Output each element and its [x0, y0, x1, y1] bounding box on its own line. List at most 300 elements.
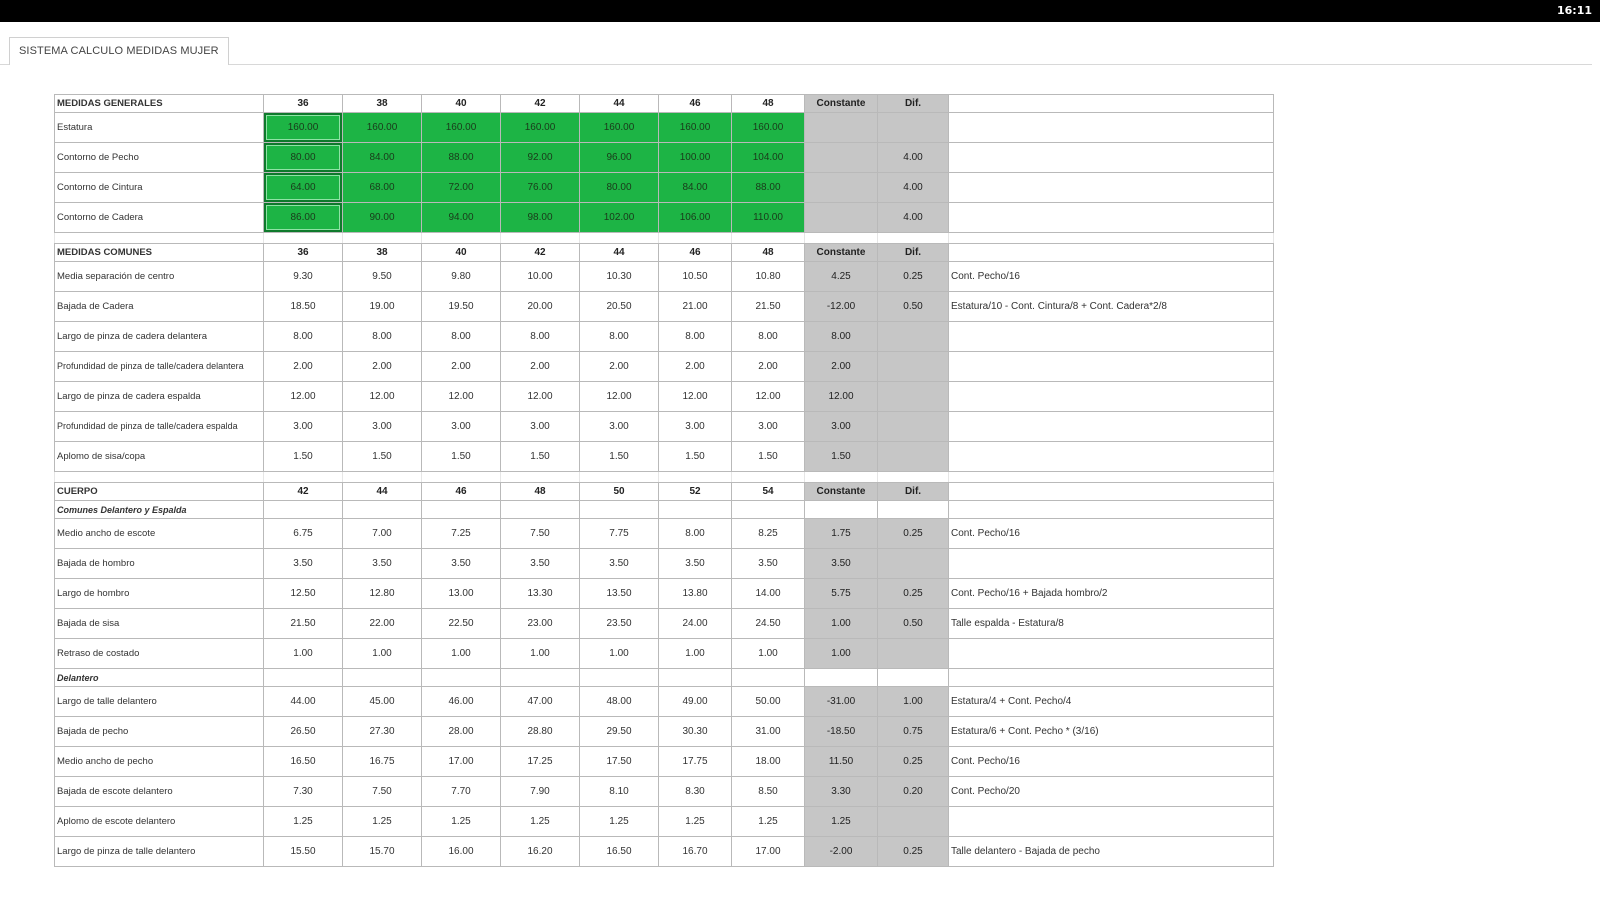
size-header[interactable]: 42 [501, 244, 580, 262]
value-cell[interactable]: 160.00 [580, 113, 659, 143]
constante-cell[interactable] [805, 203, 878, 233]
value-cell[interactable]: 104.00 [732, 143, 805, 173]
constante-cell[interactable]: 3.50 [805, 549, 878, 579]
value-cell[interactable]: 3.00 [580, 412, 659, 442]
size-header[interactable]: 36 [264, 244, 343, 262]
constante-cell[interactable]: 1.00 [805, 639, 878, 669]
value-cell[interactable]: 13.00 [422, 579, 501, 609]
size-header[interactable]: 44 [343, 483, 422, 501]
value-cell[interactable]: 100.00 [659, 143, 732, 173]
value-cell[interactable]: 1.00 [659, 639, 732, 669]
value-cell[interactable]: 16.50 [580, 837, 659, 867]
constante-header[interactable]: Constante [805, 244, 878, 262]
empty-cell[interactable] [949, 244, 1274, 262]
value-cell[interactable]: 12.50 [264, 579, 343, 609]
value-cell[interactable]: 28.80 [501, 717, 580, 747]
value-cell[interactable]: 64.00 [264, 173, 343, 203]
formula-note[interactable] [949, 639, 1274, 669]
value-cell[interactable]: 21.00 [659, 292, 732, 322]
formula-note[interactable]: Cont. Pecho/16 [949, 747, 1274, 777]
value-cell[interactable]: 7.70 [422, 777, 501, 807]
value-cell[interactable]: 1.00 [422, 639, 501, 669]
value-cell[interactable]: 8.00 [580, 322, 659, 352]
empty-cell[interactable] [732, 472, 805, 483]
empty-cell[interactable] [580, 472, 659, 483]
size-header[interactable]: 38 [343, 244, 422, 262]
empty-cell[interactable] [580, 233, 659, 244]
value-cell[interactable]: 27.30 [343, 717, 422, 747]
value-cell[interactable]: 3.00 [264, 412, 343, 442]
value-cell[interactable]: 2.00 [343, 352, 422, 382]
value-cell[interactable]: 6.75 [264, 519, 343, 549]
dif-header[interactable]: Dif. [878, 483, 949, 501]
dif-cell[interactable] [878, 549, 949, 579]
value-cell[interactable]: 22.50 [422, 609, 501, 639]
row-label[interactable]: Medio ancho de pecho [55, 747, 264, 777]
formula-note[interactable]: Talle espalda - Estatura/8 [949, 609, 1274, 639]
value-cell[interactable]: 88.00 [422, 143, 501, 173]
size-header[interactable]: 52 [659, 483, 732, 501]
value-cell[interactable]: 19.00 [343, 292, 422, 322]
value-cell[interactable]: 2.00 [501, 352, 580, 382]
value-cell[interactable]: 23.50 [580, 609, 659, 639]
value-cell[interactable]: 12.00 [422, 382, 501, 412]
dif-header[interactable]: Dif. [878, 95, 949, 113]
dif-header[interactable]: Dif. [878, 244, 949, 262]
formula-note[interactable] [949, 143, 1274, 173]
empty-cell[interactable] [805, 669, 878, 687]
value-cell[interactable]: 1.50 [343, 442, 422, 472]
size-header[interactable]: 44 [580, 95, 659, 113]
row-label[interactable]: Profundidad de pinza de talle/cadera espalda [55, 412, 264, 442]
empty-cell[interactable] [659, 233, 732, 244]
value-cell[interactable]: 31.00 [732, 717, 805, 747]
value-cell[interactable]: 2.00 [732, 352, 805, 382]
value-cell[interactable]: 17.00 [422, 747, 501, 777]
value-cell[interactable]: 12.00 [264, 382, 343, 412]
empty-cell[interactable] [732, 669, 805, 687]
value-cell[interactable]: 18.50 [264, 292, 343, 322]
value-cell[interactable]: 45.00 [343, 687, 422, 717]
value-cell[interactable]: 8.00 [343, 322, 422, 352]
empty-cell[interactable] [343, 669, 422, 687]
value-cell[interactable]: 68.00 [343, 173, 422, 203]
formula-note[interactable] [949, 807, 1274, 837]
value-cell[interactable]: 1.50 [659, 442, 732, 472]
value-cell[interactable]: 3.50 [732, 549, 805, 579]
constante-cell[interactable]: 5.75 [805, 579, 878, 609]
value-cell[interactable]: 21.50 [264, 609, 343, 639]
sheet-tab[interactable]: SISTEMA CALCULO MEDIDAS MUJER [9, 37, 229, 65]
dif-cell[interactable] [878, 442, 949, 472]
value-cell[interactable]: 23.00 [501, 609, 580, 639]
value-cell[interactable]: 7.50 [343, 777, 422, 807]
dif-cell[interactable]: 0.25 [878, 262, 949, 292]
row-label[interactable]: Media separación de centro [55, 262, 264, 292]
value-cell[interactable]: 92.00 [501, 143, 580, 173]
constante-cell[interactable] [805, 113, 878, 143]
formula-note[interactable] [949, 442, 1274, 472]
formula-note[interactable]: Estatura/10 - Cont. Cintura/8 + Cont. Cadera*2/8 [949, 292, 1274, 322]
size-header[interactable]: 48 [732, 244, 805, 262]
constante-cell[interactable]: 1.25 [805, 807, 878, 837]
dif-cell[interactable]: 4.00 [878, 173, 949, 203]
empty-cell[interactable] [501, 233, 580, 244]
empty-cell[interactable] [55, 233, 264, 244]
size-header[interactable]: 40 [422, 244, 501, 262]
constante-cell[interactable]: -18.50 [805, 717, 878, 747]
dif-cell[interactable]: 0.25 [878, 579, 949, 609]
value-cell[interactable]: 160.00 [343, 113, 422, 143]
dif-cell[interactable]: 0.25 [878, 519, 949, 549]
constante-header[interactable]: Constante [805, 95, 878, 113]
formula-note[interactable] [949, 203, 1274, 233]
value-cell[interactable]: 3.50 [501, 549, 580, 579]
spreadsheet-grid[interactable] [54, 94, 1294, 900]
formula-note[interactable] [949, 549, 1274, 579]
value-cell[interactable]: 13.30 [501, 579, 580, 609]
value-cell[interactable]: 10.00 [501, 262, 580, 292]
value-cell[interactable]: 3.50 [264, 549, 343, 579]
value-cell[interactable]: 80.00 [264, 143, 343, 173]
value-cell[interactable]: 29.50 [580, 717, 659, 747]
value-cell[interactable]: 50.00 [732, 687, 805, 717]
value-cell[interactable]: 7.90 [501, 777, 580, 807]
value-cell[interactable]: 1.00 [732, 639, 805, 669]
formula-note[interactable]: Estatura/6 + Cont. Pecho * (3/16) [949, 717, 1274, 747]
value-cell[interactable]: 3.00 [422, 412, 501, 442]
size-header[interactable]: 42 [501, 95, 580, 113]
empty-cell[interactable] [805, 472, 878, 483]
value-cell[interactable]: 1.25 [264, 807, 343, 837]
value-cell[interactable]: 1.50 [422, 442, 501, 472]
empty-cell[interactable] [422, 233, 501, 244]
row-label[interactable]: Largo de pinza de cadera espalda [55, 382, 264, 412]
empty-cell[interactable] [264, 501, 343, 519]
dif-cell[interactable]: 1.00 [878, 687, 949, 717]
group-title[interactable]: Delantero [55, 669, 264, 687]
value-cell[interactable]: 14.00 [732, 579, 805, 609]
constante-cell[interactable]: 1.00 [805, 609, 878, 639]
formula-note[interactable] [949, 382, 1274, 412]
value-cell[interactable]: 86.00 [264, 203, 343, 233]
value-cell[interactable]: 12.00 [659, 382, 732, 412]
constante-cell[interactable]: 2.00 [805, 352, 878, 382]
size-header[interactable]: 46 [659, 244, 732, 262]
constante-cell[interactable]: 3.30 [805, 777, 878, 807]
dif-cell[interactable] [878, 412, 949, 442]
empty-cell[interactable] [878, 501, 949, 519]
section-title[interactable]: MEDIDAS GENERALES [55, 95, 264, 113]
value-cell[interactable]: 44.00 [264, 687, 343, 717]
dif-cell[interactable]: 0.75 [878, 717, 949, 747]
value-cell[interactable]: 76.00 [501, 173, 580, 203]
formula-note[interactable] [949, 352, 1274, 382]
formula-note[interactable]: Cont. Pecho/20 [949, 777, 1274, 807]
value-cell[interactable]: 20.00 [501, 292, 580, 322]
value-cell[interactable]: 3.50 [659, 549, 732, 579]
value-cell[interactable]: 110.00 [732, 203, 805, 233]
empty-cell[interactable] [343, 472, 422, 483]
value-cell[interactable]: 18.00 [732, 747, 805, 777]
empty-cell[interactable] [580, 501, 659, 519]
row-label[interactable]: Bajada de hombro [55, 549, 264, 579]
value-cell[interactable]: 106.00 [659, 203, 732, 233]
value-cell[interactable]: 160.00 [422, 113, 501, 143]
size-header[interactable]: 48 [501, 483, 580, 501]
formula-note[interactable]: Cont. Pecho/16 [949, 262, 1274, 292]
value-cell[interactable]: 9.30 [264, 262, 343, 292]
value-cell[interactable]: 10.50 [659, 262, 732, 292]
constante-cell[interactable]: 1.50 [805, 442, 878, 472]
empty-cell[interactable] [422, 669, 501, 687]
size-header[interactable]: 46 [659, 95, 732, 113]
row-label[interactable]: Estatura [55, 113, 264, 143]
empty-cell[interactable] [949, 95, 1274, 113]
constante-cell[interactable]: 1.75 [805, 519, 878, 549]
value-cell[interactable]: 3.00 [732, 412, 805, 442]
value-cell[interactable]: 72.00 [422, 173, 501, 203]
empty-cell[interactable] [805, 501, 878, 519]
empty-cell[interactable] [878, 233, 949, 244]
value-cell[interactable]: 94.00 [422, 203, 501, 233]
empty-cell[interactable] [732, 501, 805, 519]
value-cell[interactable]: 28.00 [422, 717, 501, 747]
constante-cell[interactable]: 12.00 [805, 382, 878, 412]
value-cell[interactable]: 1.50 [501, 442, 580, 472]
empty-cell[interactable] [659, 669, 732, 687]
empty-cell[interactable] [55, 472, 264, 483]
dif-cell[interactable] [878, 113, 949, 143]
formula-note[interactable]: Talle delantero - Bajada de pecho [949, 837, 1274, 867]
size-header[interactable]: 36 [264, 95, 343, 113]
value-cell[interactable]: 96.00 [580, 143, 659, 173]
value-cell[interactable]: 1.00 [264, 639, 343, 669]
empty-cell[interactable] [805, 233, 878, 244]
value-cell[interactable]: 10.30 [580, 262, 659, 292]
size-header[interactable]: 42 [264, 483, 343, 501]
value-cell[interactable]: 16.00 [422, 837, 501, 867]
value-cell[interactable]: 8.00 [732, 322, 805, 352]
value-cell[interactable]: 12.00 [732, 382, 805, 412]
dif-cell[interactable]: 0.25 [878, 747, 949, 777]
dif-cell[interactable] [878, 807, 949, 837]
empty-cell[interactable] [878, 669, 949, 687]
empty-cell[interactable] [264, 669, 343, 687]
empty-cell[interactable] [264, 472, 343, 483]
value-cell[interactable]: 15.50 [264, 837, 343, 867]
size-header[interactable]: 44 [580, 244, 659, 262]
value-cell[interactable]: 10.80 [732, 262, 805, 292]
value-cell[interactable]: 1.25 [580, 807, 659, 837]
dif-cell[interactable]: 0.50 [878, 609, 949, 639]
dif-cell[interactable]: 4.00 [878, 203, 949, 233]
value-cell[interactable]: 13.80 [659, 579, 732, 609]
value-cell[interactable]: 1.25 [659, 807, 732, 837]
value-cell[interactable]: 1.50 [264, 442, 343, 472]
constante-cell[interactable] [805, 173, 878, 203]
value-cell[interactable]: 12.80 [343, 579, 422, 609]
value-cell[interactable]: 19.50 [422, 292, 501, 322]
value-cell[interactable]: 80.00 [580, 173, 659, 203]
value-cell[interactable]: 24.00 [659, 609, 732, 639]
value-cell[interactable]: 24.50 [732, 609, 805, 639]
size-header[interactable]: 50 [580, 483, 659, 501]
value-cell[interactable]: 3.00 [343, 412, 422, 442]
empty-cell[interactable] [343, 501, 422, 519]
value-cell[interactable]: 8.00 [264, 322, 343, 352]
value-cell[interactable]: 1.50 [732, 442, 805, 472]
value-cell[interactable]: 160.00 [732, 113, 805, 143]
row-label[interactable]: Largo de hombro [55, 579, 264, 609]
row-label[interactable]: Contorno de Cintura [55, 173, 264, 203]
dif-cell[interactable]: 4.00 [878, 143, 949, 173]
value-cell[interactable]: 7.50 [501, 519, 580, 549]
empty-cell[interactable] [949, 483, 1274, 501]
value-cell[interactable]: 1.25 [732, 807, 805, 837]
value-cell[interactable]: 8.30 [659, 777, 732, 807]
value-cell[interactable]: 102.00 [580, 203, 659, 233]
value-cell[interactable]: 7.25 [422, 519, 501, 549]
size-header[interactable]: 54 [732, 483, 805, 501]
value-cell[interactable]: 160.00 [659, 113, 732, 143]
value-cell[interactable]: 17.25 [501, 747, 580, 777]
value-cell[interactable]: 12.00 [501, 382, 580, 412]
constante-cell[interactable]: -31.00 [805, 687, 878, 717]
formula-note[interactable]: Cont. Pecho/16 + Bajada hombro/2 [949, 579, 1274, 609]
dif-cell[interactable] [878, 322, 949, 352]
formula-note[interactable] [949, 113, 1274, 143]
constante-cell[interactable]: 11.50 [805, 747, 878, 777]
formula-note[interactable] [949, 173, 1274, 203]
value-cell[interactable]: 3.50 [580, 549, 659, 579]
formula-note[interactable] [949, 412, 1274, 442]
value-cell[interactable]: 1.25 [343, 807, 422, 837]
value-cell[interactable]: 98.00 [501, 203, 580, 233]
value-cell[interactable]: 3.50 [343, 549, 422, 579]
row-label[interactable]: Largo de talle delantero [55, 687, 264, 717]
value-cell[interactable]: 84.00 [343, 143, 422, 173]
value-cell[interactable]: 90.00 [343, 203, 422, 233]
size-header[interactable]: 46 [422, 483, 501, 501]
value-cell[interactable]: 84.00 [659, 173, 732, 203]
empty-cell[interactable] [422, 472, 501, 483]
group-title[interactable]: Comunes Delantero y Espalda [55, 501, 264, 519]
row-label[interactable]: Aplomo de sisa/copa [55, 442, 264, 472]
value-cell[interactable]: 17.75 [659, 747, 732, 777]
value-cell[interactable]: 49.00 [659, 687, 732, 717]
value-cell[interactable]: 48.00 [580, 687, 659, 717]
row-label[interactable]: Bajada de pecho [55, 717, 264, 747]
row-label[interactable]: Retraso de costado [55, 639, 264, 669]
value-cell[interactable]: 21.50 [732, 292, 805, 322]
value-cell[interactable]: 15.70 [343, 837, 422, 867]
section-title[interactable]: MEDIDAS COMUNES [55, 244, 264, 262]
value-cell[interactable]: 7.30 [264, 777, 343, 807]
dif-cell[interactable]: 0.20 [878, 777, 949, 807]
dif-cell[interactable] [878, 352, 949, 382]
value-cell[interactable]: 16.20 [501, 837, 580, 867]
size-header[interactable]: 48 [732, 95, 805, 113]
empty-cell[interactable] [949, 233, 1274, 244]
empty-cell[interactable] [732, 233, 805, 244]
value-cell[interactable]: 3.00 [659, 412, 732, 442]
value-cell[interactable]: 46.00 [422, 687, 501, 717]
empty-cell[interactable] [949, 669, 1274, 687]
constante-cell[interactable]: 4.25 [805, 262, 878, 292]
formula-note[interactable]: Cont. Pecho/16 [949, 519, 1274, 549]
value-cell[interactable]: 9.80 [422, 262, 501, 292]
empty-cell[interactable] [501, 669, 580, 687]
row-label[interactable]: Contorno de Cadera [55, 203, 264, 233]
row-label[interactable]: Largo de pinza de cadera delantera [55, 322, 264, 352]
value-cell[interactable]: 12.00 [343, 382, 422, 412]
value-cell[interactable]: 3.50 [422, 549, 501, 579]
empty-cell[interactable] [580, 669, 659, 687]
empty-cell[interactable] [949, 472, 1274, 483]
empty-cell[interactable] [501, 501, 580, 519]
value-cell[interactable]: 2.00 [580, 352, 659, 382]
size-header[interactable]: 40 [422, 95, 501, 113]
constante-cell[interactable] [805, 143, 878, 173]
value-cell[interactable]: 2.00 [422, 352, 501, 382]
row-label[interactable]: Contorno de Pecho [55, 143, 264, 173]
section-title[interactable]: CUERPO [55, 483, 264, 501]
row-label[interactable]: Bajada de sisa [55, 609, 264, 639]
value-cell[interactable]: 7.00 [343, 519, 422, 549]
value-cell[interactable]: 8.50 [732, 777, 805, 807]
value-cell[interactable]: 17.00 [732, 837, 805, 867]
value-cell[interactable]: 8.00 [501, 322, 580, 352]
value-cell[interactable]: 26.50 [264, 717, 343, 747]
value-cell[interactable]: 12.00 [580, 382, 659, 412]
dif-cell[interactable]: 0.25 [878, 837, 949, 867]
value-cell[interactable]: 88.00 [732, 173, 805, 203]
row-label[interactable]: Medio ancho de escote [55, 519, 264, 549]
constante-cell[interactable]: -2.00 [805, 837, 878, 867]
value-cell[interactable]: 16.70 [659, 837, 732, 867]
value-cell[interactable]: 160.00 [501, 113, 580, 143]
value-cell[interactable]: 1.50 [580, 442, 659, 472]
value-cell[interactable]: 13.50 [580, 579, 659, 609]
value-cell[interactable]: 9.50 [343, 262, 422, 292]
row-label[interactable]: Bajada de Cadera [55, 292, 264, 322]
value-cell[interactable]: 3.00 [501, 412, 580, 442]
row-label[interactable]: Bajada de escote delantero [55, 777, 264, 807]
value-cell[interactable]: 1.00 [501, 639, 580, 669]
value-cell[interactable]: 1.00 [343, 639, 422, 669]
value-cell[interactable]: 8.00 [422, 322, 501, 352]
empty-cell[interactable] [264, 233, 343, 244]
value-cell[interactable]: 8.00 [659, 519, 732, 549]
empty-cell[interactable] [878, 472, 949, 483]
dif-cell[interactable]: 0.50 [878, 292, 949, 322]
empty-cell[interactable] [422, 501, 501, 519]
dif-cell[interactable] [878, 382, 949, 412]
size-header[interactable]: 38 [343, 95, 422, 113]
row-label[interactable]: Profundidad de pinza de talle/cadera delantera [55, 352, 264, 382]
empty-cell[interactable] [343, 233, 422, 244]
value-cell[interactable]: 1.00 [580, 639, 659, 669]
formula-note[interactable]: Estatura/4 + Cont. Pecho/4 [949, 687, 1274, 717]
empty-cell[interactable] [949, 501, 1274, 519]
row-label[interactable]: Aplomo de escote delantero [55, 807, 264, 837]
value-cell[interactable]: 8.25 [732, 519, 805, 549]
empty-cell[interactable] [501, 472, 580, 483]
row-label[interactable]: Largo de pinza de talle delantero [55, 837, 264, 867]
value-cell[interactable]: 2.00 [659, 352, 732, 382]
value-cell[interactable]: 2.00 [264, 352, 343, 382]
